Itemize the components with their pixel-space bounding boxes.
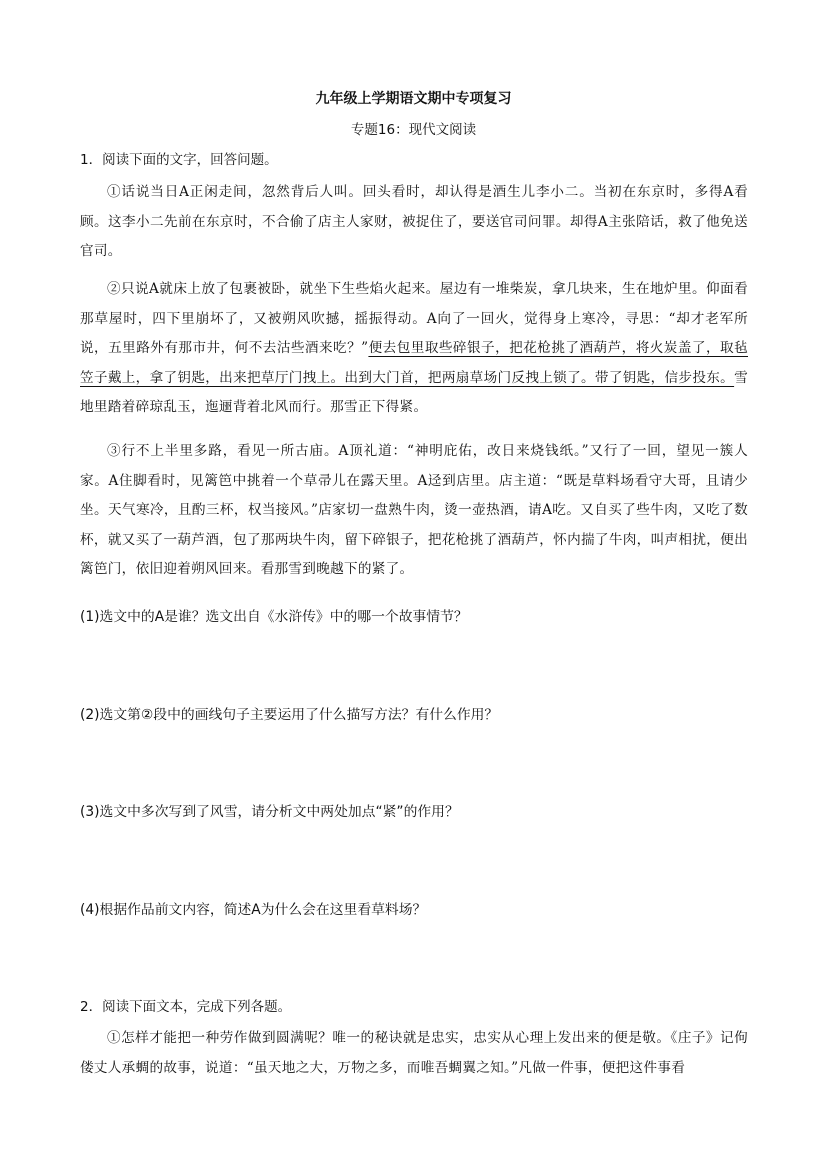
- page-title: 九年级上学期语文期中专项复习: [315, 91, 512, 107]
- q1-paragraph-3: ③行不上半里多路，看见一所古庙。A顶礼道：“神明庇佑，改日来烧钱纸。”又行了一回，望见一簇人家。A住脚看时，见篱笆中挑着一个草帚儿在露天里。A迳到店里。店主道：“既是草料场看守大哥，且请少坐。天气寒冷，且酌三杯，权当接风。”店家切一盘熟牛肉，烫一壶热酒，请A吃。又自买了些牛肉，又吃了数杯，就又买了一葫芦酒，包了那两块牛肉，留下碎银子，把花枪挑了酒葫芦，怀内揣了牛肉，叫声相扰，便出篱笆门，依旧迎着朔风回来。看那雪到晚越下的紧了。: [80, 443, 748, 577]
- q1-subquestion-1: (1)选文中的A是谁？选文出自《水浒传》中的哪一个故事情节？: [80, 609, 468, 625]
- q1-subquestion-3: (3)选文中多次写到了风雪，请分析文中两处加点“紧”的作用？: [80, 804, 459, 820]
- q1-paragraph-2-text-b: 雪地里踏着碎琼乱玉，迤逦背着北风而行。那雪正下得紧。: [80, 369, 748, 415]
- q1-subquestion-4: (4)根据作品前文内容，简述A为什么会在这里看草料场？: [80, 902, 427, 918]
- q1-paragraph-2-text-a: ②只说A就床上放了包裹被卧，就坐下生些焰火起来。屋边有一堆柴炭，拿几块来，生在地炉里。仰面看那草屋时，四下里崩坏了，又被朔风吹撼，摇振得动。A向了一回火，觉得身上寒冷，寻思：“却才老军所说，五里路外有那市井，何不去沽些酒来吃？”: [80, 281, 748, 356]
- q2-paragraph-1: ①怎样才能把一种劳作做到圆满呢？唯一的秘诀就是忠实，忠实从心理上发出来的便是敬。《庄子》记佝偻丈人承蜩的故事，说道：“虽天地之大，万物之多，而唯吾蜩翼之知。”凡做一件事，便把这件事看: [80, 1030, 748, 1076]
- page-subtitle: 专题16：现代文阅读: [350, 122, 477, 138]
- q1-subquestion-2: (2)选文第②段中的画线句子主要运用了什么描写方法？有什么作用？: [80, 707, 499, 723]
- question-1-stem: 1．阅读下面的文字，回答问题。: [80, 152, 278, 168]
- q1-paragraph-1: ①话说当日A正闲走间，忽然背后人叫。回头看时，却认得是酒生儿李小二。当初在东京时，多得A看顾。这李小二先前在东京时，不合偷了店主人家财，被捉住了，要送官司问罪。却得A主张陪话，救了他免送官司。: [80, 184, 748, 259]
- q1-paragraph-2-underlined-sentence: 便去包里取些碎银子，把花枪挑了酒葫芦，将火炭盖了，取毡笠子戴上，拿了钥匙，出来把草厅门拽上。出到大门首，把两扇草场门反拽上锁了。带了钥匙，信步投东。: [80, 340, 748, 386]
- q1-paragraph-2: [80, 275, 748, 423]
- question-2-stem: 2．阅读下面文本，完成下列各题。: [80, 999, 292, 1015]
